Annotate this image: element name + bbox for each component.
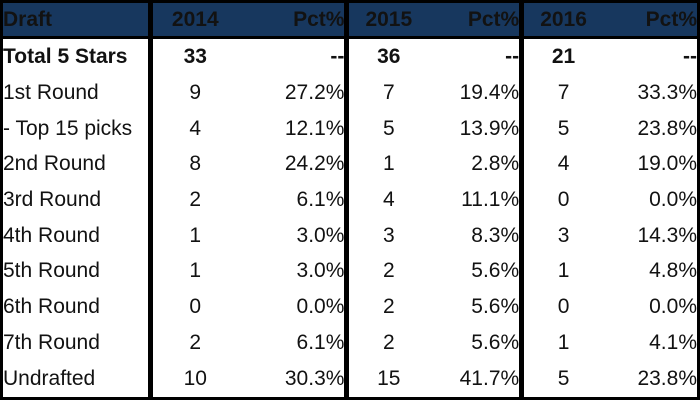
cell-2015-pct: -- [505, 45, 520, 69]
cell-2014-pct: 3.0% [296, 259, 345, 283]
table-row-5th-round [2, 254, 699, 290]
cell-2014-count: 9 [151, 75, 237, 111]
cell-2015-count: 5 [347, 111, 428, 147]
table-row-top-15-picks [2, 111, 699, 147]
cell-2014-pct: 3.0% [296, 223, 345, 247]
cell-2016-count: 1 [522, 325, 603, 361]
cell-2015-count: 2 [347, 254, 428, 290]
cell-2016-count: 3 [522, 218, 603, 254]
header-year-2014: 2014 [151, 2, 237, 38]
header-draft: Draft [2, 2, 151, 38]
table-row-undrafted [2, 361, 699, 399]
table-row-4th-round [2, 218, 699, 254]
cell-2016-count: 0 [522, 289, 603, 325]
table-row-6th-round [2, 289, 699, 325]
table-row-1st-round [2, 75, 699, 111]
cell-2016-pct: 0.0% [649, 295, 697, 319]
row-label: 7th Round [3, 330, 100, 354]
cell-2014-pct: 6.1% [296, 188, 345, 212]
cell-2014-count: 0 [151, 289, 237, 325]
header-year-2016: 2016 [522, 2, 603, 38]
cell-2016-pct: 14.3% [637, 223, 697, 247]
cell-2016-count: 5 [522, 111, 603, 147]
cell-2016-pct: -- [683, 45, 697, 69]
cell-2016-count: 7 [522, 75, 603, 111]
cell-2014-count: 1 [151, 218, 237, 254]
cell-2014-pct: 6.1% [296, 330, 345, 354]
cell-2016-count: 21 [522, 38, 603, 76]
table-row-7th-round [2, 325, 699, 361]
cell-2014-count: 2 [151, 182, 237, 218]
table-row-2nd-round [2, 147, 699, 183]
table-row-total-5-stars [2, 38, 699, 76]
row-label: 2nd Round [3, 152, 106, 176]
row-label: - Top 15 picks [3, 116, 133, 140]
row-label: 1st Round [3, 81, 99, 105]
row-label: 4th Round [3, 223, 100, 247]
cell-2015-count: 1 [347, 147, 428, 183]
cell-2015-count: 2 [347, 289, 428, 325]
cell-2014-count: 1 [151, 254, 237, 290]
cell-2016-count: 0 [522, 182, 603, 218]
row-label: 3rd Round [3, 188, 102, 212]
cell-2015-count: 4 [347, 182, 428, 218]
cell-2014-count: 8 [151, 147, 237, 183]
header-pct-2016: Pct% [603, 2, 699, 38]
row-label: Undrafted [3, 366, 96, 390]
header-year-2015: 2015 [347, 2, 428, 38]
cell-2016-pct: 33.3% [637, 81, 697, 105]
cell-2014-pct: -- [330, 45, 345, 69]
table-row-3rd-round [2, 182, 699, 218]
cell-2015-pct: 5.6% [471, 330, 520, 354]
cell-2015-pct: 19.4% [459, 81, 520, 105]
cell-2015-pct: 2.8% [471, 152, 520, 176]
cell-2015-count: 3 [347, 218, 428, 254]
cell-2014-pct: 30.3% [284, 366, 345, 390]
cell-2014-pct: 24.2% [284, 152, 345, 176]
cell-2016-pct: 23.8% [637, 116, 697, 140]
cell-2015-pct: 5.6% [471, 259, 520, 283]
header-pct-2014: Pct% [237, 2, 347, 38]
cell-2016-pct: 19.0% [637, 152, 697, 176]
cell-2015-pct: 11.1% [461, 188, 520, 212]
cell-2016-pct: 0.0% [649, 188, 697, 212]
cell-2014-count: 10 [151, 361, 237, 399]
cell-2016-pct: 4.1% [649, 330, 697, 354]
cell-2014-pct: 12.1% [284, 116, 345, 140]
cell-2015-pct: 5.6% [471, 295, 520, 319]
header-pct-2015: Pct% [428, 2, 521, 38]
cell-2014-pct: 27.2% [284, 81, 345, 105]
cell-2015-count: 36 [347, 38, 428, 76]
header-row [2, 2, 699, 38]
cell-2015-pct: 13.9% [459, 116, 520, 140]
cell-2014-count: 33 [151, 38, 237, 76]
cell-2015-count: 15 [347, 361, 428, 399]
row-label: 5th Round [3, 259, 100, 283]
row-label: 6th Round [3, 295, 100, 319]
cell-2015-pct: 8.3% [471, 223, 520, 247]
cell-2016-pct: 4.8% [649, 259, 697, 283]
cell-2014-count: 4 [151, 111, 237, 147]
cell-2015-count: 2 [347, 325, 428, 361]
cell-2015-count: 7 [347, 75, 428, 111]
cell-2014-count: 2 [151, 325, 237, 361]
cell-2016-count: 4 [522, 147, 603, 183]
row-label: Total 5 Stars [3, 45, 128, 69]
cell-2016-count: 5 [522, 361, 603, 399]
cell-2016-pct: 23.8% [637, 366, 697, 390]
cell-2014-pct: 0.0% [296, 295, 345, 319]
cell-2015-pct: 41.7% [459, 366, 520, 390]
cell-2016-count: 1 [522, 254, 603, 290]
